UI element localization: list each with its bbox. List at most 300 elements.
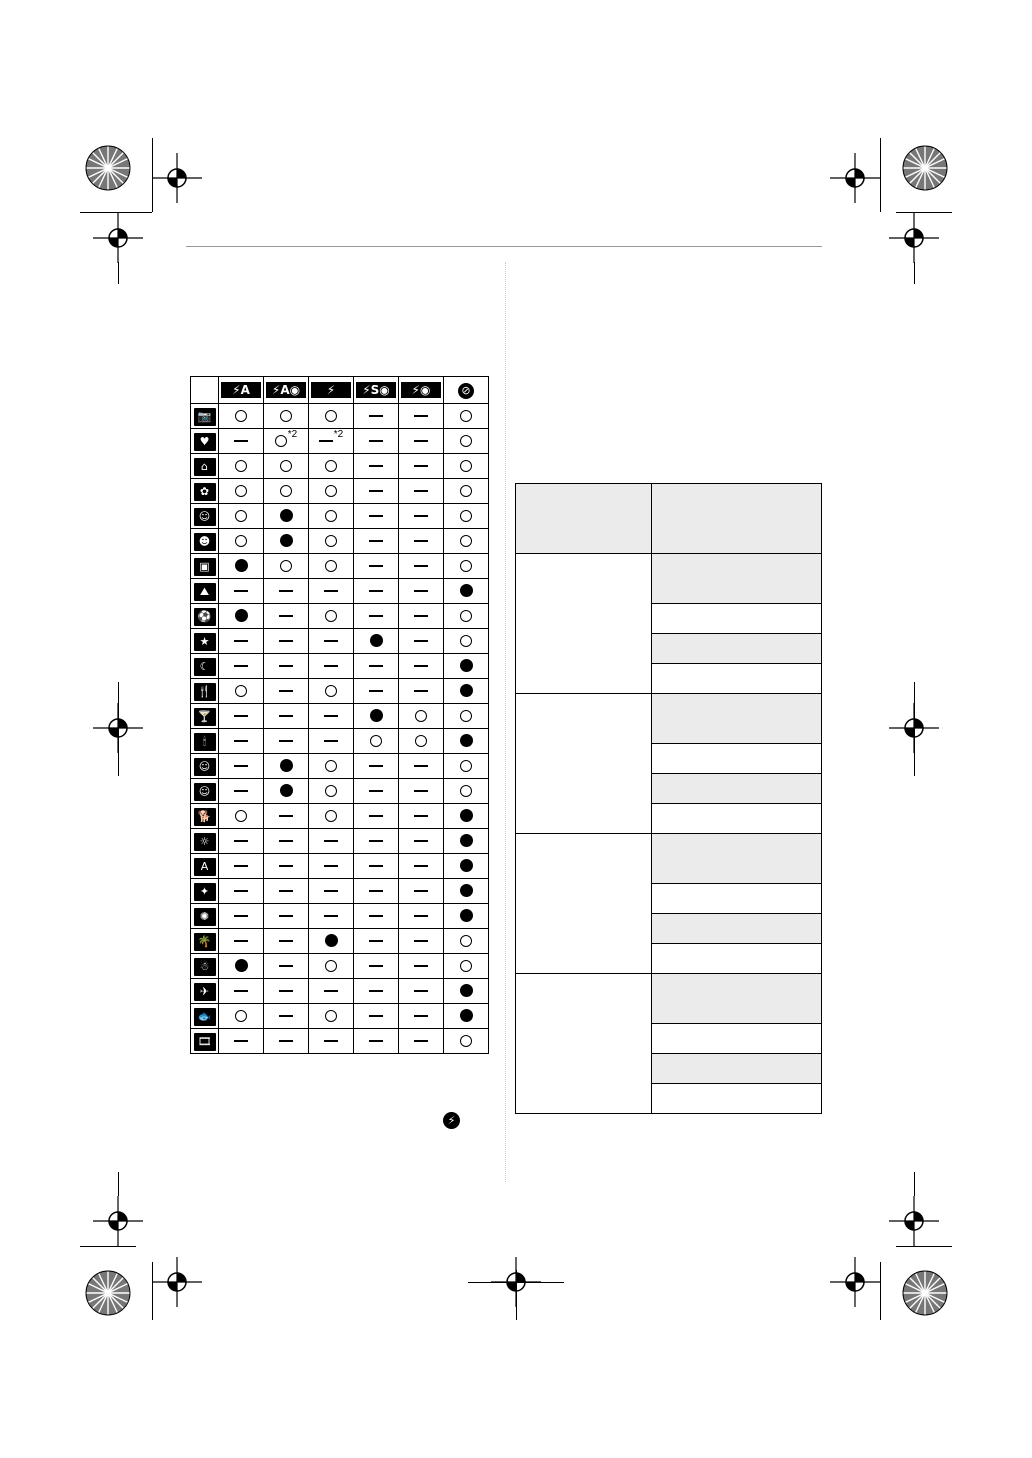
dash-icon [369, 840, 383, 842]
table-cell [354, 554, 399, 579]
scene-icon-cell [191, 729, 219, 754]
dash-icon [234, 640, 248, 642]
table-cell [399, 429, 444, 454]
table-cell [652, 554, 822, 604]
table-cell [354, 754, 399, 779]
dash-icon [414, 990, 428, 992]
dash-icon [279, 915, 293, 917]
table-cell [354, 729, 399, 754]
open-circle-icon [325, 610, 337, 622]
table-cell [354, 654, 399, 679]
table-cell [309, 504, 354, 529]
table-row [191, 979, 489, 1004]
dash-icon [279, 665, 293, 667]
dash-icon [414, 940, 428, 942]
registration-mark-icon [152, 153, 202, 203]
registration-mark-icon [93, 1196, 143, 1246]
dash-icon [369, 515, 383, 517]
open-circle-icon [325, 760, 337, 772]
dash-icon [369, 490, 383, 492]
table-cell [399, 779, 444, 804]
table-cell [354, 529, 399, 554]
dash-icon [324, 665, 338, 667]
crop-line [914, 262, 915, 284]
table-cell [264, 554, 309, 579]
open-circle-icon [460, 635, 472, 647]
baby1-icon: ☺ [194, 758, 216, 776]
open-circle-icon [460, 1035, 472, 1047]
table-cell [652, 744, 822, 774]
table-row [191, 779, 489, 804]
color-wheel-icon [901, 1269, 949, 1317]
scene-icon-cell [191, 604, 219, 629]
table-cell [399, 604, 444, 629]
table-cell [444, 404, 489, 429]
table-cell [399, 404, 444, 429]
table-row [516, 974, 822, 1024]
table-cell [264, 504, 309, 529]
dash-icon [414, 890, 428, 892]
food-icon: 🍴 [194, 683, 216, 701]
table-cell [399, 729, 444, 754]
table-cell [354, 979, 399, 1004]
filled-circle-icon [235, 609, 248, 622]
table-cell [309, 529, 354, 554]
flash-scene-table [190, 376, 489, 1054]
table-cell [444, 1004, 489, 1029]
crop-line [914, 682, 915, 776]
table-cell [399, 679, 444, 704]
dash-icon [414, 815, 428, 817]
table-cell [354, 479, 399, 504]
dash-icon [234, 790, 248, 792]
table-cell [264, 429, 309, 454]
dash-icon [414, 765, 428, 767]
open-circle-icon [460, 485, 472, 497]
flash-slow-sync-redeye-icon: ⚡S◉ [356, 382, 396, 398]
dash-icon [414, 415, 428, 417]
table-cell [309, 879, 354, 904]
dash-icon [234, 1040, 248, 1042]
filled-circle-icon [460, 584, 473, 597]
open-circle-icon [325, 410, 337, 422]
dash-icon [279, 1015, 293, 1017]
table-header-row [516, 484, 822, 554]
table-cell [652, 1084, 822, 1114]
dash-icon [414, 540, 428, 542]
table-cell [309, 404, 354, 429]
table-cell [444, 629, 489, 654]
flash-forced-redeye-icon: ⚡◉ [401, 382, 441, 398]
camera-icon: 📷 [194, 408, 216, 426]
open-circle-icon [235, 410, 247, 422]
table-cell [444, 929, 489, 954]
filled-circle-icon [460, 909, 473, 922]
table-cell [354, 804, 399, 829]
flash-forced-on-icon: ⚡ [311, 382, 351, 398]
column-divider [505, 262, 506, 1182]
flash-auto-icon: ⚡A [221, 382, 261, 398]
table-cell [264, 529, 309, 554]
registration-mark-icon [830, 153, 880, 203]
filled-circle-icon [280, 784, 293, 797]
table-cell [652, 694, 822, 744]
table-cell [444, 529, 489, 554]
table-cell [264, 604, 309, 629]
open-circle-icon [460, 460, 472, 472]
header-rule [186, 246, 822, 247]
table-cell [309, 829, 354, 854]
table-cell [354, 929, 399, 954]
table-cell [399, 629, 444, 654]
table-cell [399, 504, 444, 529]
group-cell [516, 554, 652, 694]
table-cell [354, 904, 399, 929]
table-cell [264, 1004, 309, 1029]
table-cell [652, 664, 822, 694]
table-cell [219, 1029, 264, 1054]
open-circle-icon [235, 1010, 247, 1022]
table-cell [219, 879, 264, 904]
table-cell [652, 804, 822, 834]
dash-icon [369, 890, 383, 892]
dash-icon [414, 865, 428, 867]
open-circle-icon [460, 935, 472, 947]
dash-icon [369, 465, 383, 467]
group-cell [516, 974, 652, 1114]
open-circle-icon [415, 735, 427, 747]
table-row [191, 454, 489, 479]
table-cell [652, 974, 822, 1024]
table-cell [444, 779, 489, 804]
table-cell [264, 879, 309, 904]
dash-icon [414, 965, 428, 967]
dash-icon [279, 690, 293, 692]
portrait-icon: ☺ [194, 508, 216, 526]
table-cell [444, 479, 489, 504]
table-row [516, 834, 822, 884]
dash-icon [369, 690, 383, 692]
filled-circle-icon [460, 859, 473, 872]
group-cell [516, 834, 652, 974]
table-cell [444, 729, 489, 754]
table-row [191, 854, 489, 879]
dash-icon [234, 840, 248, 842]
table-row [191, 604, 489, 629]
open-circle-icon [325, 960, 337, 972]
dash-icon [279, 890, 293, 892]
table-row [191, 754, 489, 779]
table-cell [264, 404, 309, 429]
table-row [191, 829, 489, 854]
crop-line [152, 1262, 153, 1320]
dash-icon [369, 665, 383, 667]
self-portrait-icon: ▣ [194, 558, 216, 576]
crop-line [118, 682, 119, 776]
header-cell [652, 484, 822, 554]
header-flash-auto-redeye [264, 377, 309, 404]
registration-mark-icon [93, 213, 143, 263]
table-cell [309, 804, 354, 829]
scene-icon-cell [191, 654, 219, 679]
table-cell [354, 829, 399, 854]
open-circle-icon [325, 485, 337, 497]
header-flash-slow-sync-redeye [354, 377, 399, 404]
dash-icon [369, 540, 383, 542]
table-row [191, 929, 489, 954]
table-cell [354, 429, 399, 454]
table-cell [652, 1054, 822, 1084]
open-circle-icon [235, 535, 247, 547]
open-circle-icon [325, 560, 337, 572]
open-circle-icon [280, 485, 292, 497]
dash-icon [234, 865, 248, 867]
footnote-marker: *2 [287, 429, 298, 440]
dash-icon [414, 915, 428, 917]
table-cell [399, 704, 444, 729]
table-row [191, 529, 489, 554]
heart-icon: ♥ [194, 433, 216, 451]
table-row [191, 404, 489, 429]
table-row [191, 554, 489, 579]
table-row [191, 954, 489, 979]
aerial-photo-icon: ✈ [194, 983, 216, 1001]
scene-icon-cell [191, 904, 219, 929]
table-cell [219, 479, 264, 504]
table-cell [652, 1024, 822, 1054]
table-cell [399, 854, 444, 879]
filled-circle-icon [280, 509, 293, 522]
sunset-icon: ☼ [194, 833, 216, 851]
dash-icon [324, 1040, 338, 1042]
table-cell [444, 554, 489, 579]
dash-icon [279, 815, 293, 817]
table-cell [399, 479, 444, 504]
open-circle-icon [325, 785, 337, 797]
table-cell [399, 879, 444, 904]
table-cell [652, 914, 822, 944]
table-cell [444, 854, 489, 879]
scenery-icon: ⛰ [194, 583, 216, 601]
table-cell [399, 979, 444, 1004]
filled-circle-icon [280, 534, 293, 547]
table-cell [219, 929, 264, 954]
dash-icon [324, 915, 338, 917]
open-circle-icon [460, 560, 472, 572]
dash-icon [234, 765, 248, 767]
table-row [191, 1004, 489, 1029]
dash-icon [319, 440, 333, 442]
table-cell [264, 929, 309, 954]
table-row [191, 679, 489, 704]
table-cell [354, 779, 399, 804]
dash-icon [234, 915, 248, 917]
dash-icon [369, 1015, 383, 1017]
table-cell [354, 454, 399, 479]
table-cell [444, 954, 489, 979]
dash-icon [279, 715, 293, 717]
dash-icon [414, 690, 428, 692]
scene-icon-cell [191, 1004, 219, 1029]
table-cell [354, 1004, 399, 1029]
table-cell [264, 804, 309, 829]
table-cell [444, 604, 489, 629]
baby2-icon: ☺ [194, 783, 216, 801]
dash-icon [324, 715, 338, 717]
table-cell [309, 1004, 354, 1029]
scene-icon-cell [191, 829, 219, 854]
open-circle-icon [370, 735, 382, 747]
filled-circle-icon [460, 884, 473, 897]
table-cell [219, 904, 264, 929]
table-row [191, 804, 489, 829]
dash-icon [414, 790, 428, 792]
open-circle-icon [280, 460, 292, 472]
table-cell [264, 904, 309, 929]
starry-sky-icon: ✦ [194, 883, 216, 901]
table-cell [652, 944, 822, 974]
dash-icon [234, 665, 248, 667]
snow-icon: ☃ [194, 958, 216, 976]
open-circle-icon [325, 1010, 337, 1022]
table-row [191, 729, 489, 754]
header-flash-forced-on [309, 377, 354, 404]
table-cell [399, 804, 444, 829]
night-portrait-icon: ★ [194, 633, 216, 651]
table-cell [309, 454, 354, 479]
scene-icon-cell [191, 629, 219, 654]
open-circle-icon [275, 435, 287, 447]
dash-icon [369, 815, 383, 817]
dash-icon [324, 890, 338, 892]
dash-icon [369, 565, 383, 567]
scene-icon-cell [191, 754, 219, 779]
table-cell [219, 454, 264, 479]
table-cell [354, 1029, 399, 1054]
dash-icon [324, 865, 338, 867]
open-circle-icon [460, 960, 472, 972]
table-cell [219, 429, 264, 454]
open-circle-icon [325, 685, 337, 697]
sports-icon: ⚽ [194, 608, 216, 626]
table-cell [399, 454, 444, 479]
dash-icon [414, 590, 428, 592]
dash-icon [369, 965, 383, 967]
table-cell [444, 454, 489, 479]
open-circle-icon [235, 810, 247, 822]
table-cell [354, 604, 399, 629]
table-row [191, 579, 489, 604]
pet-icon: 🐕 [194, 808, 216, 826]
open-circle-icon [325, 810, 337, 822]
dash-icon [414, 1015, 428, 1017]
open-circle-icon [325, 460, 337, 472]
table-cell [219, 554, 264, 579]
table-row [191, 654, 489, 679]
table-cell [219, 954, 264, 979]
table-cell [219, 804, 264, 829]
underwater-icon: 🐟 [194, 1008, 216, 1026]
crop-line [896, 1246, 952, 1247]
dash-icon [234, 440, 248, 442]
home-icon: ⌂ [194, 458, 216, 476]
table-cell [354, 504, 399, 529]
table-cell [354, 954, 399, 979]
table-cell [264, 479, 309, 504]
color-wheel-icon [84, 1269, 132, 1317]
table-cell [309, 954, 354, 979]
scene-icon-cell [191, 929, 219, 954]
dash-icon [324, 990, 338, 992]
table-row [191, 1029, 489, 1054]
scene-icon-cell [191, 879, 219, 904]
dash-icon [414, 665, 428, 667]
table-cell [444, 1029, 489, 1054]
table-cell [219, 1004, 264, 1029]
dash-icon [324, 640, 338, 642]
table-cell [354, 854, 399, 879]
table-cell [309, 1029, 354, 1054]
table-cell [444, 829, 489, 854]
dash-icon [369, 790, 383, 792]
flash-auto-redeye-icon: ⚡A◉ [266, 382, 306, 398]
dash-icon [279, 865, 293, 867]
header-flash-auto [219, 377, 264, 404]
open-circle-icon [280, 410, 292, 422]
scene-icon-cell [191, 804, 219, 829]
table-cell [444, 654, 489, 679]
dash-icon [279, 940, 293, 942]
table-cell [444, 504, 489, 529]
color-wheel-icon [901, 144, 949, 192]
table-cell [264, 454, 309, 479]
table-cell [354, 704, 399, 729]
group-cell [516, 694, 652, 834]
table-cell [399, 529, 444, 554]
dash-icon [324, 590, 338, 592]
fireworks-icon: ✺ [194, 908, 216, 926]
scene-icon-cell [191, 404, 219, 429]
beach-icon: 🌴 [194, 933, 216, 951]
table-cell [264, 629, 309, 654]
table-cell [309, 654, 354, 679]
flash-note-icon: ⚡ [443, 1112, 460, 1129]
table-cell [309, 704, 354, 729]
filled-circle-icon [460, 684, 473, 697]
dash-icon [414, 615, 428, 617]
open-circle-icon [235, 460, 247, 472]
table-cell [309, 629, 354, 654]
table-cell [219, 679, 264, 704]
dash-icon [234, 940, 248, 942]
dash-icon [234, 740, 248, 742]
table-cell [354, 679, 399, 704]
dash-icon [279, 615, 293, 617]
filled-circle-icon [460, 834, 473, 847]
footnote-marker: *2 [333, 429, 344, 440]
registration-mark-icon [889, 1196, 939, 1246]
table-cell [219, 579, 264, 604]
dash-icon [279, 740, 293, 742]
dash-icon [369, 615, 383, 617]
scene-icon-cell [191, 954, 219, 979]
dash-icon [369, 765, 383, 767]
table-row [516, 554, 822, 604]
table-cell [309, 604, 354, 629]
table-row [191, 879, 489, 904]
table-cell [399, 654, 444, 679]
dash-icon [234, 590, 248, 592]
